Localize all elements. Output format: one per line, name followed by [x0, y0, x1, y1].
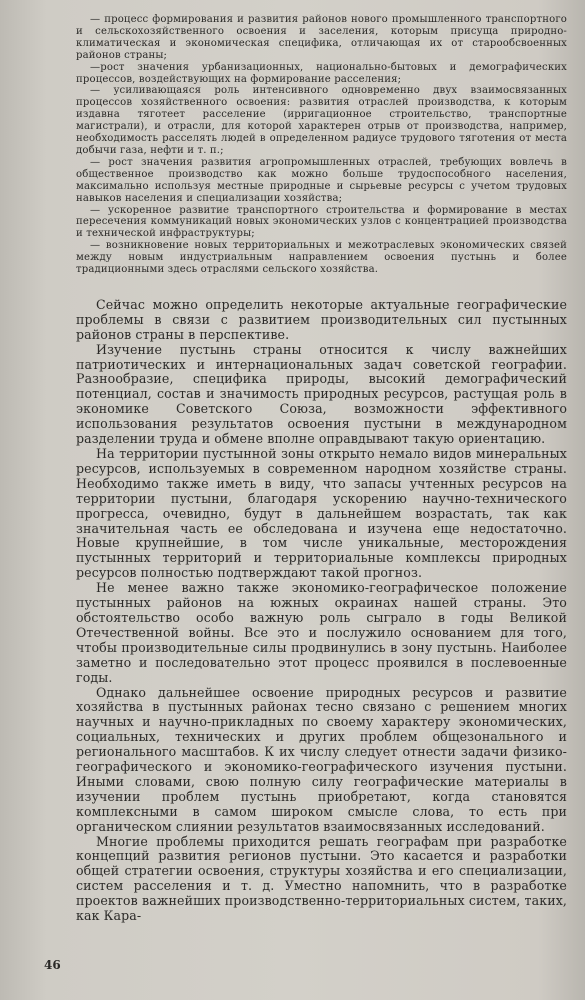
paragraph: Изучение пустынь страны относится к числу важнейших патриотических и интернациональных задач советской географии. Разнообразие, специфика природы, высокий демографический потенциал, состав и значимость природных ресурсов, растущая роль в экономике Советского Союза, возможности эффективного использования результатов освоения пустыни в международном разделении труда и обмене вполне оправдывают такую ориентацию. — [76, 341, 567, 447]
list-item: — рост значения развития агропромышленных отраслей, требующих вовлечь в общественное производство как можно больше трудоспособного населения, максимально используя местные природные и сырьевые ресурсы с учетом трудовых навыков населения и специализации хозяйства; — [76, 156, 567, 204]
list-item: — ускоренное развитие транспортного строительства и формирование в местах пересечения коммуникаций новых экономических узлов с концентрацией производства и технической инфраструктуры; — [76, 204, 567, 240]
paragraph: Не менее важно также экономико-географическое положение пустынных районов на южных окраинах нашей страны. Это обстоятельство особо важную роль сыграло в годы Великой Отечественной войны. Все это и послужило основанием для того, чтобы производительные силы продвинулись в зону пустынь. Наиболее заметно и последовательно этот процесс проявился в послевоенные годы. — [76, 580, 567, 685]
list-item: —рост значения урбанизационных, национально-бытовых и демографических процессов, воздействующих на формирование расселения; — [76, 61, 567, 85]
page-number: 46 — [44, 958, 61, 972]
paragraph: Многие проблемы приходится решать географам при разработке концепций развития регионов пустыни. Это касается и разработки общей стратегии освоения, структуры хозяйства и его специализации, систем расселения и т. д. Уместно напомнить, что в разработке проектов важнейших производственно-территориальных систем, таких, как Кара- — [76, 833, 567, 924]
list-item: — усиливающаяся роль интенсивного одновременно двух взаимосвязанных процессов хозяйственного освоения: развития отраслей производства, к которым издавна тяготеет расселение (ирригационное строительство, транспортные магистрали), и отрасли, для которой характерен отрыв от производства, например, необходимость расселять людей в определенном радиусе трудового тяготения от места добычи газа, нефти и т. п.; — [76, 85, 567, 156]
main-text — [76, 298, 567, 924]
paragraph: Сейчас можно определить некоторые актуальные географические проблемы в связи с развитием производительных сил пустынных районов страны в перспективе. — [76, 296, 567, 342]
paragraph: Однако дальнейшее освоение природных ресурсов и развитие хозяйства в пустынных районах тесно связано с решением многих научных и научно-прикладных по своему характеру экономических, социальных, технических и других проблем общезонального и регионального масштабов. К их числу следует отнести задачи физико-географического и экономико-географического изучения пустыни. Иными словами, свою полную силу географические материалы в изучении проблем пустынь приобретают, когда становятся комплексными в самом широком смысле слова, то есть при органическом слиянии результатов взаимосвязанных исследований. — [76, 684, 567, 834]
paragraph: На территории пустынной зоны открыто немало видов минеральных ресурсов, используемых в современном народном хозяйстве страны. Необходимо также иметь в виду, что запасы учтенных ресурсов на территории пустыни, благодаря ускорению научно-технического прогресса, очевидно, будут в дальнейшем возрастать, так как значительная часть ее обследована и изучена еще недостаточно. Новые крупнейшие, в том числе уникальные, месторождения пустынных территорий и территориальные комплексы природных ресурсов полностью подтверждают такой прогноз. — [76, 446, 567, 581]
list-item: — процесс формирования и развития районов нового промышленного транспортного и сельскохозяйственного освоения и заселения, которым присуща природно-климатическая и экономическая специфика, отличающая их от старообсвоенных районов страны; — [76, 14, 567, 61]
list-block — [76, 14, 567, 276]
list-item: — возникновение новых территориальных и межотраслевых экономических связей между новым индустриальным направлением освоения пустынь и более традиционными здесь отраслями сельского хозяйства. — [76, 240, 567, 276]
